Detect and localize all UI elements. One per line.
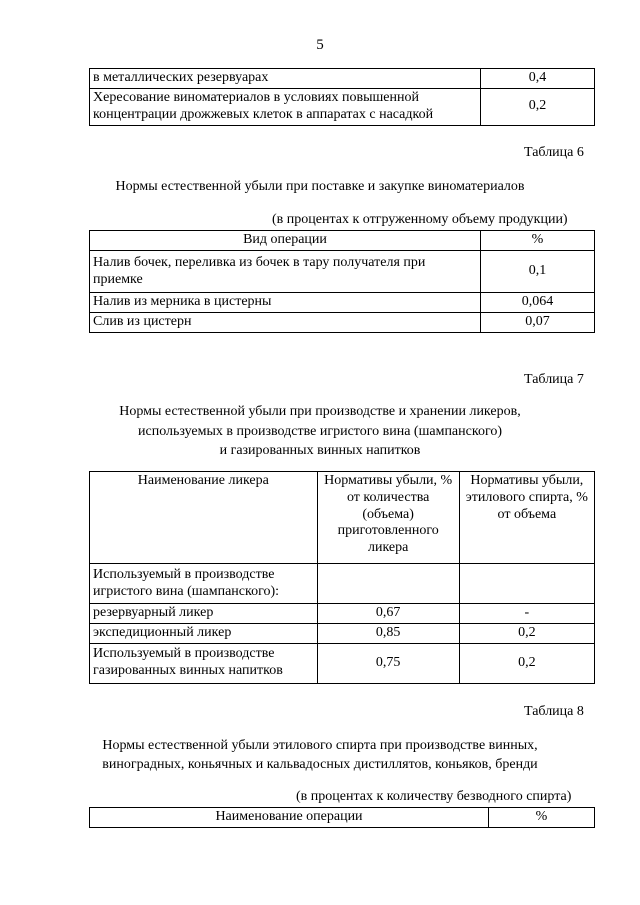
liqueur-name: резервуарный ликер (90, 604, 318, 624)
percent-value: 0,064 (481, 293, 595, 313)
table-row (90, 604, 595, 624)
table-7-caption: Таблица 7 (524, 372, 584, 387)
column-header-liqueur-name: Наименование ликера (90, 472, 318, 564)
liqueur-loss-value: 0,75 (317, 643, 459, 683)
operation-name: Налив из мерника в цистерны (90, 293, 481, 313)
alcohol-loss-value: - (459, 604, 594, 624)
operation-name: Слив из цистерн (90, 312, 481, 332)
percent-value: 0,07 (481, 312, 595, 332)
table-row (90, 643, 595, 683)
table-7-title-line-1: Нормы естественной убыли при производстве и хранении ликеров, (119, 404, 521, 419)
liqueur-name: Используемый в производстве игристого вина (шампанского): (90, 564, 318, 604)
percent-value: 0,2 (481, 89, 595, 126)
alcohol-loss-value: 0,2 (459, 623, 594, 643)
page-number: 5 (316, 37, 324, 53)
table-6-unit-note: (в процентах к отгруженному объему продукции) (272, 212, 568, 227)
column-header-operation: Вид операции (90, 231, 481, 251)
table-header-row (90, 808, 595, 828)
table-header-row (90, 231, 595, 251)
liqueur-loss-value: 0,85 (317, 623, 459, 643)
table-8-title-line-1: Нормы естественной убыли этилового спирта при производстве винных, (102, 738, 538, 753)
table-7-title-line-2: используемых в производстве игристого вина (шампанского) (138, 424, 502, 439)
percent-value: 0,1 (481, 251, 595, 293)
table-6 (89, 230, 595, 333)
liqueur-name: Используемый в производстве газированных винных напитков (90, 643, 318, 683)
table-8-title-line-2: виноградных, коньячных и кальвадосных дистиллятов, коньяков, бренди (102, 757, 538, 772)
table-header-row (90, 472, 595, 564)
operation-name: Хересование виноматериалов в условиях повышенной концентрации дрожжевых клеток в аппаратах с насадкой (90, 89, 481, 126)
alcohol-loss-value (459, 564, 594, 604)
table-row (90, 251, 595, 293)
table-row (90, 293, 595, 313)
operation-name: Налив бочек, переливка из бочек в тару получателя при приемке (90, 251, 481, 293)
table-6-title: Нормы естественной убыли при поставке и закупке виноматериалов (115, 179, 525, 194)
table-8-caption: Таблица 8 (524, 704, 584, 719)
table-row (90, 564, 595, 604)
liqueur-name: экспедиционный ликер (90, 623, 318, 643)
column-header-alcohol-loss: Нормативы убыли, этилового спирта, % от объема (459, 472, 594, 564)
table-row (90, 312, 595, 332)
operation-name: в металлических резервуарах (90, 69, 481, 89)
table-7 (89, 471, 595, 684)
column-header-operation: Наименование операции (90, 808, 489, 828)
table-row (90, 89, 595, 126)
alcohol-loss-value: 0,2 (459, 643, 594, 683)
column-header-percent: % (489, 808, 595, 828)
table-7-title-line-3: и газированных винных напитков (219, 443, 421, 458)
table-8 (89, 807, 595, 828)
liqueur-loss-value: 0,67 (317, 604, 459, 624)
table-8-unit-note: (в процентах к количеству безводного спирта) (296, 789, 572, 804)
percent-value: 0,4 (481, 69, 595, 89)
column-header-percent: % (481, 231, 595, 251)
table-row (90, 69, 595, 89)
table-5-continuation (89, 68, 595, 126)
liqueur-loss-value (317, 564, 459, 604)
table-row (90, 623, 595, 643)
column-header-liqueur-loss: Нормативы убыли, % от количества (объема) приготовленного ликера (317, 472, 459, 564)
table-6-caption: Таблица 6 (524, 145, 584, 160)
